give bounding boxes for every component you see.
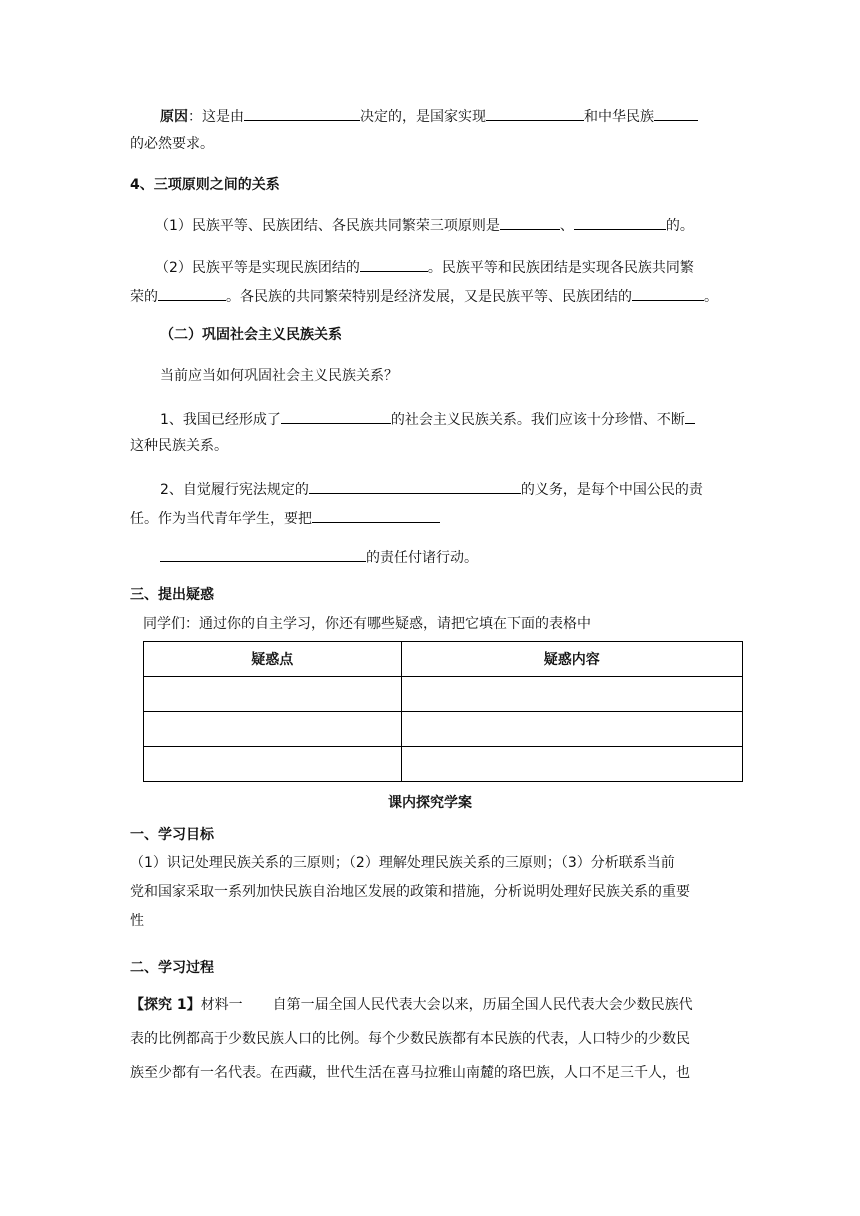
fill-blank[interactable]	[281, 408, 391, 424]
para-4-line-1: 2、自觉履行宪法规定的 的义务，是每个中国公民的责	[160, 478, 703, 500]
goals-line-3: 性	[130, 913, 144, 929]
para-4-line-2: 任。作为当代青年学生，要把	[130, 507, 440, 529]
explore-line-2: 表的比例都高于少数民族人口的比例。每个少数民族都有本民族的代表，人口特少的少数民	[130, 1031, 690, 1047]
table-cell[interactable]	[144, 677, 402, 712]
fill-blank[interactable]	[158, 285, 226, 301]
para-2-line-2: 荣的 。各民族的共同繁荣特别是经济发展，又是民族平等、民族团结的 。	[130, 285, 718, 307]
reason-line-2: 的必然要求。	[130, 136, 214, 152]
table-cell[interactable]	[144, 747, 402, 782]
fill-blank[interactable]	[654, 105, 698, 121]
para-4-line-3: 的责任付诸行动。	[160, 546, 478, 568]
table-cell[interactable]	[401, 677, 742, 712]
explore-tag: 【探究 1】	[130, 997, 201, 1013]
fill-blank[interactable]	[632, 285, 704, 301]
table-row	[144, 747, 743, 782]
table-cell[interactable]	[401, 747, 742, 782]
para-3-line-1: 1、我国已经形成了 的社会主义民族关系。我们应该十分珍惜、不断	[160, 408, 695, 430]
reason-line-1: 原因：这是由 决定的，是国家实现 和中华民族	[160, 105, 698, 127]
doubts-table	[143, 641, 743, 782]
goals-line-1: （1）识记处理民族关系的三原则；（2）理解处理民族关系的三原则；（3）分析联系当前	[130, 855, 675, 871]
table-header-row	[144, 642, 743, 677]
goals-line-2: 党和国家采取一系列加快民族自治地区发展的政策和措施，分析说明处理好民族关系的重要	[130, 884, 690, 900]
table-row	[144, 712, 743, 747]
col-doubt-content: 疑惑内容	[401, 642, 742, 677]
question-line: 当前应当如何巩固社会主义民族关系？	[160, 368, 398, 384]
reason-label: 原因	[160, 109, 188, 125]
fill-blank[interactable]	[685, 408, 695, 424]
heading-doubts: 三、提出疑惑	[130, 587, 214, 603]
fill-blank[interactable]	[500, 214, 560, 230]
table-row	[144, 677, 743, 712]
heading-consolidate: （二）巩固社会主义民族关系	[160, 327, 342, 343]
heading-process: 二、学习过程	[130, 960, 214, 976]
fill-blank[interactable]	[312, 507, 440, 523]
explore-line-3: 族至少都有一名代表。在西藏，世代生活在喜马拉雅山南麓的珞巴族，人口不足三千人，也	[130, 1065, 690, 1081]
explore-line-1: 【探究 1】材料一 自第一届全国人民代表大会以来，历届全国人民代表大会少数民族代	[130, 997, 693, 1013]
para-2-line-1: （2）民族平等是实现民族团结的 。民族平等和民族团结是实现各民族共同繁	[155, 256, 694, 278]
fill-blank[interactable]	[574, 214, 666, 230]
heading-goals: 一、学习目标	[130, 827, 214, 843]
col-doubt-point: 疑惑点	[144, 642, 402, 677]
fill-blank[interactable]	[309, 478, 521, 494]
table-cell[interactable]	[401, 712, 742, 747]
section-title: 课内探究学案	[388, 795, 472, 811]
para-1: （1）民族平等、民族团结、各民族共同繁荣三项原则是 、 的。	[155, 214, 694, 236]
fill-blank[interactable]	[244, 105, 360, 121]
para-3-line-2: 这种民族关系。	[130, 438, 228, 454]
doubts-intro: 同学们：通过你的自主学习，你还有哪些疑惑，请把它填在下面的表格中	[143, 616, 591, 632]
table-cell[interactable]	[144, 712, 402, 747]
fill-blank[interactable]	[160, 546, 366, 562]
fill-blank[interactable]	[360, 256, 428, 272]
fill-blank[interactable]	[486, 105, 584, 121]
heading-relations: 4、三项原则之间的关系	[130, 177, 280, 193]
